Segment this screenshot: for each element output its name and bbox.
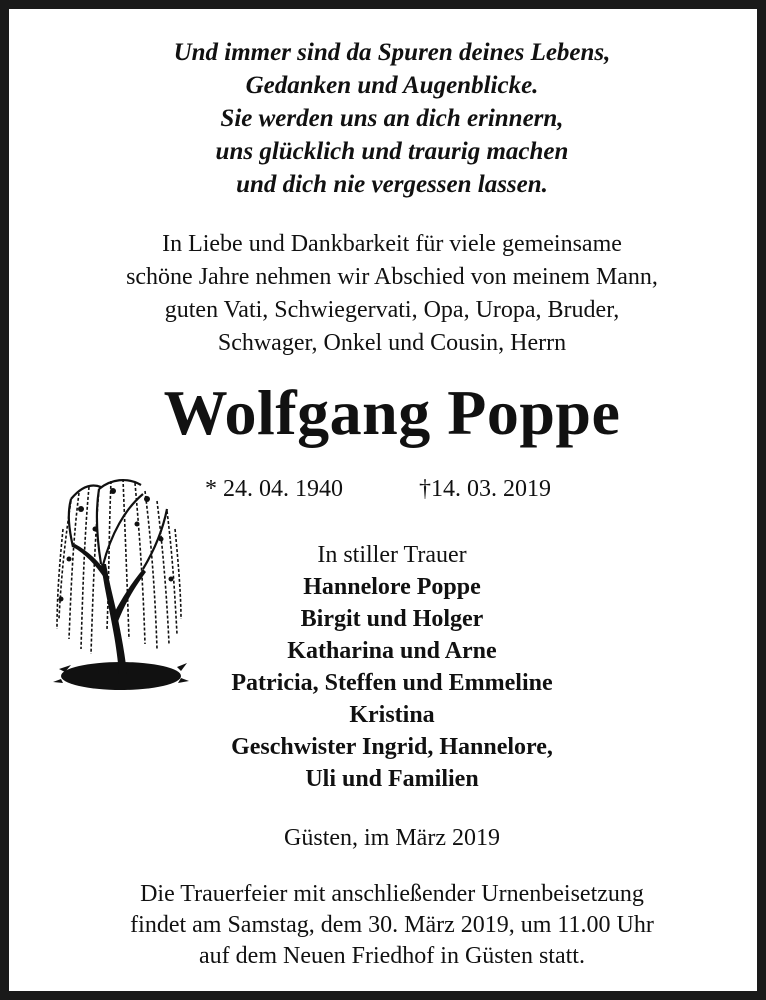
ceremony-info bbox=[9, 879, 766, 972]
intro-line: In Liebe und Dankbarkeit für viele gemeinsame bbox=[162, 231, 622, 257]
mourners-heading: In stiller Trauer bbox=[317, 542, 467, 568]
intro-line: guten Vati, Schwiegervati, Opa, Uropa, Bruder, bbox=[164, 297, 620, 323]
ceremony-line: findet am Samstag, dem 30. März 2019, um 11.00 Uhr bbox=[130, 912, 654, 938]
poem-line: Gedanken und Augenblicke. bbox=[245, 72, 539, 99]
birth-date: * 24. 04. 1940 bbox=[205, 476, 343, 502]
mourner-name: Patricia, Steffen und Emmeline bbox=[231, 670, 553, 696]
mourner-name: Kristina bbox=[349, 702, 435, 728]
ceremony-line: Die Trauerfeier mit anschließender Urnenbeisetzung bbox=[140, 881, 644, 907]
mourner-name: Uli und Familien bbox=[305, 766, 479, 792]
mourner-name: Geschwister Ingrid, Hannelore, bbox=[231, 734, 553, 760]
mourners-list bbox=[9, 539, 766, 795]
intro-text bbox=[9, 228, 766, 360]
poem-line: Und immer sind da Spuren deines Lebens, bbox=[173, 39, 611, 66]
intro-line: schöne Jahre nehmen wir Abschied von meinem Mann, bbox=[126, 264, 658, 290]
intro-line: Schwager, Onkel und Cousin, Herrn bbox=[217, 330, 567, 356]
poem-line: und dich nie vergessen lassen. bbox=[236, 171, 548, 198]
place-and-date: Güsten, im März 2019 bbox=[284, 825, 500, 851]
deceased-name: Wolfgang Poppe bbox=[163, 377, 621, 448]
poem-line: uns glücklich und traurig machen bbox=[215, 138, 569, 165]
ceremony-line: auf dem Neuen Friedhof in Güsten statt. bbox=[199, 943, 585, 969]
mourner-name: Katharina und Arne bbox=[287, 638, 497, 664]
mourner-name: Birgit und Holger bbox=[300, 606, 484, 632]
memorial-poem bbox=[9, 36, 766, 201]
mourner-name: Hannelore Poppe bbox=[303, 574, 481, 600]
death-date: †14. 03. 2019 bbox=[419, 476, 551, 502]
poem-line: Sie werden uns an dich erinnern, bbox=[220, 105, 564, 132]
